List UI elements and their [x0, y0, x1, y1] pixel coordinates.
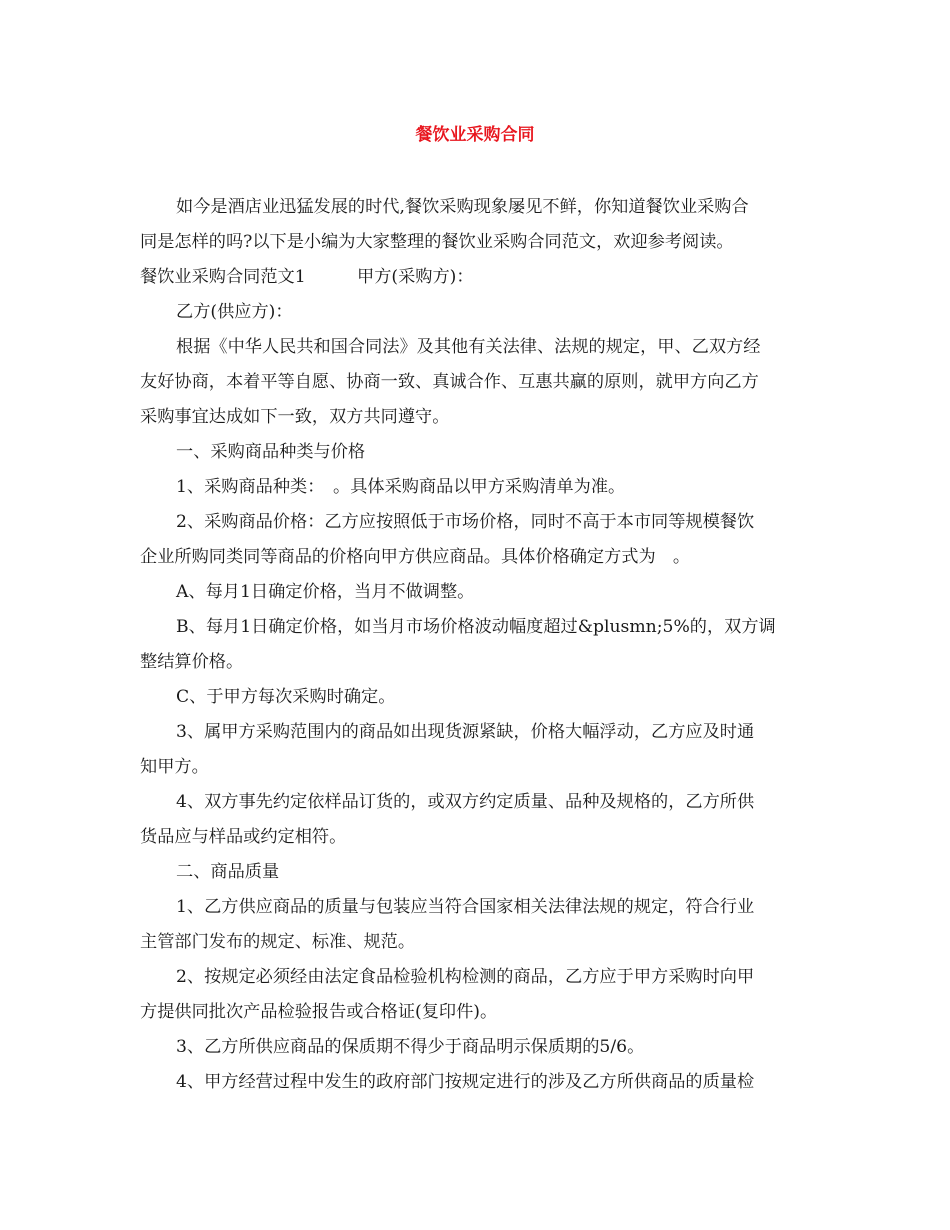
body-line: 乙方(供应方)：	[176, 302, 293, 322]
body-line: 2、采购商品价格：乙方应按照低于市场价格，同时不高于本市同等规模餐饮	[176, 512, 755, 532]
body-line: 1、采购商品种类： 。具体采购商品以甲方采购清单为准。	[176, 477, 626, 497]
body-line: 4、甲方经营过程中发生的政府部门按规定进行的涉及乙方所供商品的质量检	[176, 1072, 755, 1092]
body-line: 1、乙方供应商品的质量与包装应当符合国家相关法律法规的规定，符合行业	[176, 897, 755, 917]
section-heading: 二、商品质量	[176, 862, 280, 882]
body-line: 3、乙方所供应商品的保质期不得少于商品明示保质期的5/6。	[176, 1037, 645, 1057]
body-line: 采购事宜达成如下一致，双方共同遵守。	[140, 407, 450, 427]
body-line: 主管部门发布的规定、标准、规范。	[140, 932, 416, 952]
body-line: 3、属甲方采购范围内的商品如出现货源紧缺，价格大幅浮动，乙方应及时通	[176, 722, 755, 742]
body-line: 甲方(采购方)：	[357, 267, 474, 287]
body-line: 知甲方。	[140, 757, 209, 777]
body-line: 货品应与样品或约定相符。	[140, 827, 347, 847]
body-line: 如今是酒店业迅猛发展的时代,餐饮采购现象屡见不鲜，你知道餐饮业采购合	[176, 197, 749, 217]
body-line: 4、双方事先约定依样品订货的，或双方约定质量、品种及规格的，乙方所供	[176, 792, 755, 812]
body-line: C、于甲方每次采购时确定。	[176, 687, 396, 707]
document-title: 餐饮业采购合同	[415, 125, 535, 145]
body-line: 餐饮业采购合同范文1	[140, 267, 306, 287]
body-line: A、每月1日确定价格，当月不做调整。	[176, 582, 475, 602]
body-line: 企业所购同类同等商品的价格向甲方供应商品。具体价格确定方式为 。	[140, 547, 691, 567]
body-line: B、每月1日确定价格，如当月市场价格波动幅度超过&plusmn;5%的，双方调	[176, 617, 776, 637]
body-line: 友好协商，本着平等自愿、协商一致、真诚合作、互惠共赢的原则，就甲方向乙方	[140, 372, 759, 392]
section-heading: 一、采购商品种类与价格	[176, 442, 366, 462]
body-line: 整结算价格。	[140, 652, 244, 672]
body-line: 根据《中华人民共和国合同法》及其他有关法律、法规的规定，甲、乙双方经	[176, 337, 761, 357]
body-line: 同是怎样的吗?以下是小编为大家整理的餐饮业采购合同范文，欢迎参考阅读。	[140, 232, 734, 252]
body-line: 2、按规定必须经由法定食品检验机构检测的商品，乙方应于甲方采购时向甲	[176, 967, 755, 987]
body-line: 方提供同批次产品检验报告或合格证(复印件)。	[140, 1002, 498, 1022]
